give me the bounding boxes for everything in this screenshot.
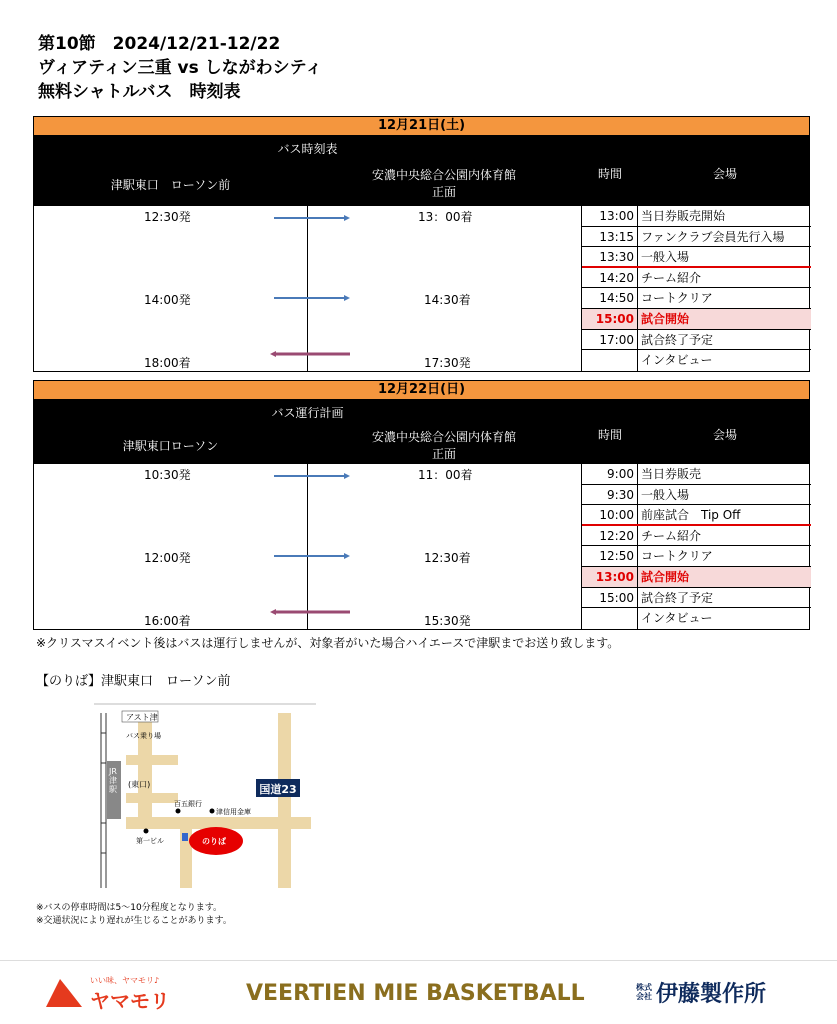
event-time: 15:00 xyxy=(582,588,638,608)
yamamori-mark-icon xyxy=(42,975,86,1009)
day2-event-row xyxy=(582,505,811,526)
header-line-3: 無料シャトルバス 時刻表 xyxy=(38,82,241,102)
day1-event-row xyxy=(582,227,811,248)
ito-name: 伊藤製作所 xyxy=(656,982,767,1007)
event-label: 当日券販売 xyxy=(641,467,702,481)
christmas-note: ※クリスマスイベント後はバスは運行しませんが、対象者がいた場合ハイエースで津駅までお送り致します。 xyxy=(36,636,620,650)
event-label: 試合開始 xyxy=(641,569,690,584)
day1-col-time: 時間 xyxy=(597,167,622,181)
day2-col-time: 時間 xyxy=(597,428,622,442)
day1-header xyxy=(34,136,809,206)
event-label: 一般入場 xyxy=(641,250,690,265)
day1-col-from: 津駅東口 ローソン前 xyxy=(110,178,231,192)
page-header xyxy=(38,32,322,104)
event-label: 前座試合 Tip Off xyxy=(641,508,741,523)
event-label: ファンクラブ会員先行入場 xyxy=(641,229,785,244)
day2-bus-area xyxy=(34,464,581,629)
yamamori-name: ヤマモリ xyxy=(90,989,170,1013)
day1-event-row xyxy=(582,350,811,371)
day1-bus-3-left: 18:00着 xyxy=(144,356,191,370)
day1-bus-3-right: 17:30発 xyxy=(424,356,471,370)
day2-table xyxy=(33,380,810,630)
event-label: コートクリア xyxy=(641,291,713,306)
day2-event-row xyxy=(582,526,811,547)
day2-event-row xyxy=(582,464,811,485)
day1-event-row xyxy=(582,268,811,289)
day1-caption: バス時刻表 xyxy=(277,142,338,156)
day1-bus-area xyxy=(34,206,581,371)
day2-events xyxy=(581,464,811,629)
day2-bus-3-right: 15:30発 xyxy=(424,614,471,628)
map-bus-stop: バス乗り場 xyxy=(126,732,161,740)
day2-header xyxy=(34,400,809,464)
day2-event-row xyxy=(582,588,811,609)
event-time: 12:20 xyxy=(582,526,638,546)
map-ast: アスト津 xyxy=(126,713,158,722)
day2-bus-3-left: 16:00着 xyxy=(144,614,191,628)
day2-arrow-3 xyxy=(270,608,350,616)
event-time: 12:50 xyxy=(582,546,638,566)
day1-bus-2-left: 14:00発 xyxy=(144,293,191,307)
map-bank2: 津信用金庫 xyxy=(216,808,251,816)
map-noriba-label: のりば xyxy=(202,837,226,846)
day2-col-to-1: 安濃中央総合公園内体育館 xyxy=(371,430,516,444)
event-time: 13:00 xyxy=(582,567,638,587)
day1-col-to xyxy=(307,166,581,200)
day2-bus-2-left: 12:00発 xyxy=(144,551,191,565)
team-name: VEERTIEN MIE BASKETBALL xyxy=(246,981,585,1006)
day1-table xyxy=(33,116,810,372)
event-time: 14:20 xyxy=(582,268,638,288)
day2-event-row xyxy=(582,485,811,506)
footer-logos xyxy=(0,960,837,1024)
day2-event-row xyxy=(582,546,811,567)
day2-col-to-2: 正面 xyxy=(431,447,456,461)
header-line-2: ヴィアティン三重 vs しながわシティ xyxy=(38,58,323,78)
day1-event-row-tipoff xyxy=(582,309,811,330)
event-label: チーム紹介 xyxy=(641,528,702,543)
event-label: インタビュー xyxy=(641,611,713,626)
event-label: 当日券販売開始 xyxy=(641,209,726,223)
noriba-title: 【のりば】津駅東口 ローソン前 xyxy=(36,674,231,689)
map-east: (東口) xyxy=(128,780,151,789)
day2-bus-2-right: 12:30着 xyxy=(424,551,471,565)
day2-arrow-1 xyxy=(274,472,350,480)
event-label: 試合終了予定 xyxy=(641,332,714,347)
day1-arrow-1 xyxy=(274,214,350,222)
day1-divider xyxy=(307,206,308,371)
day2-divider xyxy=(307,464,308,629)
day1-col-venue: 会場 xyxy=(712,167,737,181)
event-time: 13:15 xyxy=(582,227,638,247)
event-time: 13:30 xyxy=(582,247,638,266)
day2-rows xyxy=(34,464,809,629)
day1-event-row xyxy=(582,247,811,268)
day1-bus-1-right: 13：00着 xyxy=(418,210,473,224)
day2-col-from: 津駅東口ローソン xyxy=(122,439,219,453)
small-note-2: ※交通状況により遅れが生じることがあります。 xyxy=(36,916,232,926)
event-label: 試合開始 xyxy=(641,311,690,326)
day1-arrow-2 xyxy=(274,294,350,302)
day1-events xyxy=(581,206,811,371)
map-building: 第一ビル xyxy=(136,837,164,845)
event-time: 10:00 xyxy=(582,505,638,524)
day1-event-row xyxy=(582,330,811,351)
day1-bus-1-left: 12:30発 xyxy=(144,210,191,224)
event-label: 一般入場 xyxy=(641,487,690,502)
day1-date: 12月21日(土) xyxy=(34,117,809,136)
day1-rows xyxy=(34,206,809,371)
event-time: 9:00 xyxy=(582,464,638,484)
event-time: 17:00 xyxy=(582,330,638,350)
map-jr: JR津駅 xyxy=(109,767,117,794)
event-time: 9:30 xyxy=(582,485,638,505)
day2-bus-1-left: 10:30発 xyxy=(144,468,191,482)
ito-prefix: 株式会社 xyxy=(636,983,652,1001)
day1-event-row xyxy=(582,206,811,227)
event-label: インタビュー xyxy=(641,353,713,368)
day2-col-venue: 会場 xyxy=(712,428,737,442)
event-label: コートクリア xyxy=(641,549,713,564)
day2-col-to xyxy=(307,428,581,462)
event-label: チーム紹介 xyxy=(641,270,702,285)
day1-arrow-3 xyxy=(270,350,350,358)
event-time xyxy=(582,350,638,371)
small-note-1: ※バスの停車時間は5〜10分程度となります。 xyxy=(36,903,223,913)
header-line-1: 第10節 2024/12/21-12/22 xyxy=(38,34,281,54)
event-time: 14:50 xyxy=(582,288,638,308)
event-time: 13:00 xyxy=(582,206,638,226)
day2-bus-1-right: 11：00着 xyxy=(418,468,473,482)
yamamori-logo xyxy=(42,975,170,1013)
day1-bus-2-right: 14:30着 xyxy=(424,293,471,307)
day1-event-row xyxy=(582,288,811,309)
day2-event-row xyxy=(582,608,811,629)
event-time xyxy=(582,608,638,629)
day1-col-to-1: 安濃中央総合公園内体育館 xyxy=(371,168,516,182)
day2-caption: バス運行計画 xyxy=(271,406,344,420)
noriba-map xyxy=(94,703,316,888)
event-time: 15:00 xyxy=(582,309,638,329)
map-route: 国道23 xyxy=(259,783,297,796)
day2-event-row-tipoff xyxy=(582,567,811,588)
day1-col-to-2: 正面 xyxy=(431,185,456,199)
event-label: 試合終了予定 xyxy=(641,590,714,605)
day2-date: 12月22日(日) xyxy=(34,381,809,400)
day2-arrow-2 xyxy=(274,552,350,560)
yamamori-tagline: いい味、ヤマモリ♪ xyxy=(90,976,160,985)
map-bank1: 百五銀行 xyxy=(174,800,202,808)
